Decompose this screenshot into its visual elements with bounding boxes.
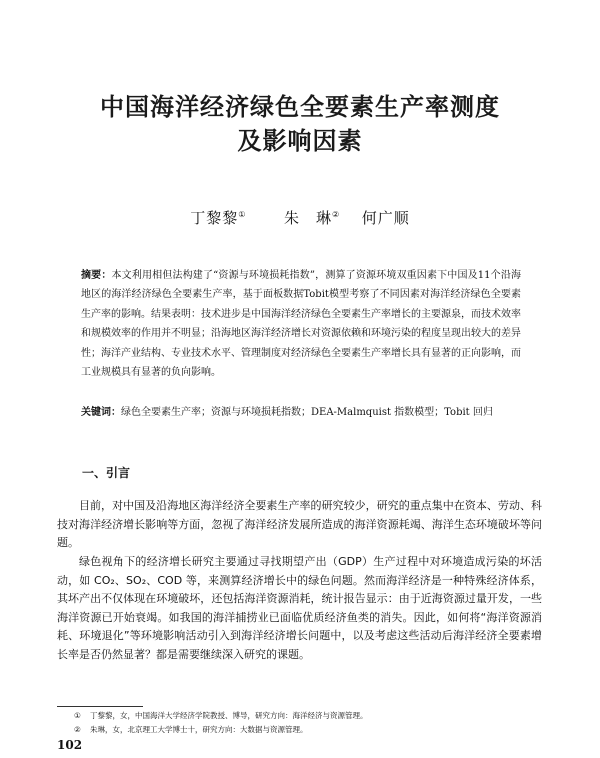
- author-list: [0, 207, 600, 228]
- footnote-divider: [57, 706, 143, 707]
- author-footnote-mark: ①: [238, 210, 247, 219]
- author-name: 朱 琳: [283, 209, 332, 227]
- footnote-text: 丁黎黎，女，中国海洋大学经济学院教授、博导，研究方向：海洋经济与资源管理。: [90, 711, 368, 720]
- author-footnote-mark: ②: [332, 210, 341, 219]
- abstract-label: 摘要：: [81, 270, 112, 281]
- footnotes: [74, 709, 534, 737]
- section-heading: 一、引言: [82, 466, 131, 480]
- page-number: 102: [57, 738, 83, 752]
- abstract: [81, 266, 521, 382]
- body-paragraph-1: [57, 497, 542, 553]
- footnote-1: [74, 709, 534, 723]
- footnote-mark: ②: [74, 725, 81, 734]
- keywords-label: 关键词：: [81, 407, 121, 418]
- body-paragraph-2: [57, 553, 542, 664]
- author-name: 何广顺: [361, 209, 410, 227]
- abstract-text: 本文利用相但法构建了“资源与环境损耗指数”，测算了资源环境双重因素下中国及11个沿海地区的海洋经济绿色全要素生产率，基于面板数据Tobit模型考察了不同因素对海洋经济绿色全要素生产率的影响。结果表明：技术进步是中国海洋经济绿色全要素生产率增长的主要源泉，而技术效率和规模效率的作用并不明显；沿海地区海洋经济增长对资源依赖和环境污染的程度呈现出较大的差异性；海洋产业结构、专业技术水平、管理制度对经济绿色全要素生产率增长具有显著的正向影响，而工业规模具有显著的负向影响。: [81, 270, 522, 379]
- paragraph-text: 绿色视角下的经济增长研究主要通过寻找期望产出（GDP）生产过程中对环境造成污染的坏活动，如 CO₂、SO₂、COD 等，来测算经济增长中的绿色问题。然而海洋经济是一种特殊经济体系，其坏产出不仅体现在环境破坏，还包括海洋资源消耗，统计报告显示：由于近海资源过量开发，一些海洋资源已开始衰竭。如我国的海洋捕捞业已面临优质经济鱼类的消失。因此，如何将“海洋资源消耗、环境退化”等环境影响活动引入到海洋经济增长问题中，以及考虑这些活动后海洋经济全要素增长率是否仍然显著？都是需要继续深入研究的课题。: [57, 555, 542, 661]
- title-line-2: 及影响因素: [237, 127, 363, 155]
- keywords-text: 绿色全要素生产率；资源与环境损耗指数；DEA-Malmquist 指数模型；Tobit 回归: [121, 407, 493, 418]
- paragraph-text: 目前，对中国及沿海地区海洋经济全要素生产率的研究较少，研究的重点集中在资本、劳动、科技对海洋经济增长影响等方面，忽视了海洋经济发展所造成的海洋资源耗竭、海洋生态环境破坏等问题。: [57, 499, 542, 549]
- author-name: 丁黎黎: [190, 209, 239, 227]
- footnote-mark: ①: [74, 711, 81, 720]
- footnote-2: [74, 723, 534, 737]
- footnote-text: 朱琳，女，北京理工大学博士十，研究方向：大数据与资源管理。: [90, 725, 308, 734]
- keywords: [81, 403, 521, 422]
- title-line-1: 中国海洋经济绿色全要素生产率测度: [100, 93, 500, 121]
